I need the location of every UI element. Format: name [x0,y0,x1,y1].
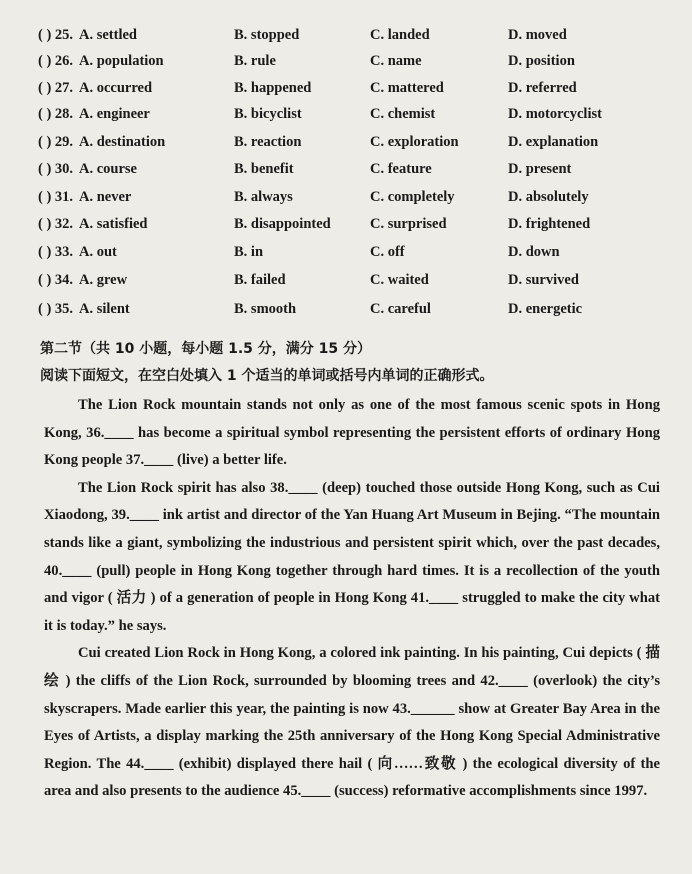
question-number: ( ) 25. [38,27,74,43]
option-b: B. rule [234,53,276,69]
option-a: A. destination [79,134,166,150]
section-title: 第二节（共 10 小题，每小题 1.5 分，满分 15 分） [40,341,372,357]
option-d: D. moved [508,27,567,43]
question-row [0,48,692,74]
question-row [0,239,692,265]
option-d: D. referred [508,80,577,96]
option-b: B. disappointed [234,216,331,232]
passage-paragraph-1: The Lion Rock mountain stands not only as one of the most famous scenic spots in Hong Kong, 36.____ has become a spiritual symbol representing the persistent efforts of ordinary Hong Kong people 37.____ (live) a better life. [44,397,660,469]
question-number: ( ) 31. [38,189,74,205]
question-row [0,101,692,127]
question-row [0,75,692,101]
option-d: D. absolutely [508,189,589,205]
question-row [0,22,692,48]
option-a: A. engineer [79,106,150,122]
option-c: C. landed [370,27,430,43]
option-d: D. explanation [508,134,599,150]
option-a: A. silent [79,301,130,317]
option-a: A. population [79,53,164,69]
option-b: B. stopped [234,27,300,43]
question-row [0,184,692,210]
question-number: ( ) 28. [38,106,74,122]
question-number: ( ) 32. [38,216,74,232]
question-number: ( ) 30. [38,161,74,177]
option-c: C. name [370,53,422,69]
question-row [0,211,692,237]
section-instructions: 阅读下面短文，在空白处填入 1 个适当的单词或括号内单词的正确形式。 [40,368,494,384]
option-c: C. completely [370,189,455,205]
option-b: B. in [234,244,264,260]
option-d: D. down [508,244,560,260]
option-b: B. reaction [234,134,302,150]
option-b: B. bicyclist [234,106,302,122]
passage-paragraph-2: The Lion Rock spirit has also 38.____ (deep) touched those outside Hong Kong, such as Cui Xiaodong, 39.____ ink artist and director of the Yan Huang Art Museum in Bejing. “The mountain stands like a giant, symbolizing the industrious and persistent spirit which, over the past decades, 40.____ (pull) people in Hong Kong together through hard times. It is a recollection of the youth and vigor ( 活力 ) of a generation of people in Hong Kong 41.____ struggled to make the city what it is today.” he says. [44,479,660,634]
option-b: B. happened [234,80,312,96]
option-a: A. settled [79,27,137,43]
question-row [0,267,692,293]
option-c: C. exploration [370,134,459,150]
option-b: B. always [234,189,293,205]
option-d: D. present [508,161,572,177]
option-a: A. course [79,161,137,177]
option-c: C. waited [370,272,429,288]
question-number: ( ) 27. [38,80,74,96]
question-number: ( ) 26. [38,53,74,69]
reading-passage [44,392,660,806]
question-row [0,296,692,322]
option-b: B. benefit [234,161,294,177]
question-number: ( ) 34. [38,272,74,288]
option-c: C. chemist [370,106,436,122]
option-a: A. grew [79,272,128,288]
question-row [0,156,692,182]
option-a: A. satisfied [79,216,148,232]
option-d: D. survived [508,272,579,288]
option-b: B. smooth [234,301,297,317]
option-d: D. energetic [508,301,583,317]
option-a: A. never [79,189,132,205]
option-c: C. feature [370,161,432,177]
option-d: D. frightened [508,216,591,232]
option-c: C. mattered [370,80,444,96]
question-number: ( ) 35. [38,301,74,317]
question-number: ( ) 29. [38,134,74,150]
question-number: ( ) 33. [38,244,74,260]
question-row [0,129,692,155]
option-a: A. occurred [79,80,153,96]
option-c: C. off [370,244,405,260]
passage-paragraph-3: Cui created Lion Rock in Hong Kong, a colored ink painting. In his painting, Cui depicts ( 描 绘 ) the cliffs of the Lion Rock, surrounded by blooming trees and 42.____ (overlook) the city’s skyscrapers. Made earlier this year, the painting is now 43.______ show at Greater Bay Area in the Eyes of Artists, a display marking the 25th anniversary of the Hong Kong Special Administrative Region. The 44.____ (exhibit) displayed there hail ( 向……致敬 ) the ecological diversity of the area and also presents to the audience 45.____ (success) reformative accomplishments since 1997. [44,645,660,800]
option-c: C. surprised [370,216,447,232]
option-a: A. out [79,244,117,260]
option-b: B. failed [234,272,286,288]
option-d: D. motorcyclist [508,106,602,122]
option-d: D. position [508,53,575,69]
option-c: C. careful [370,301,431,317]
